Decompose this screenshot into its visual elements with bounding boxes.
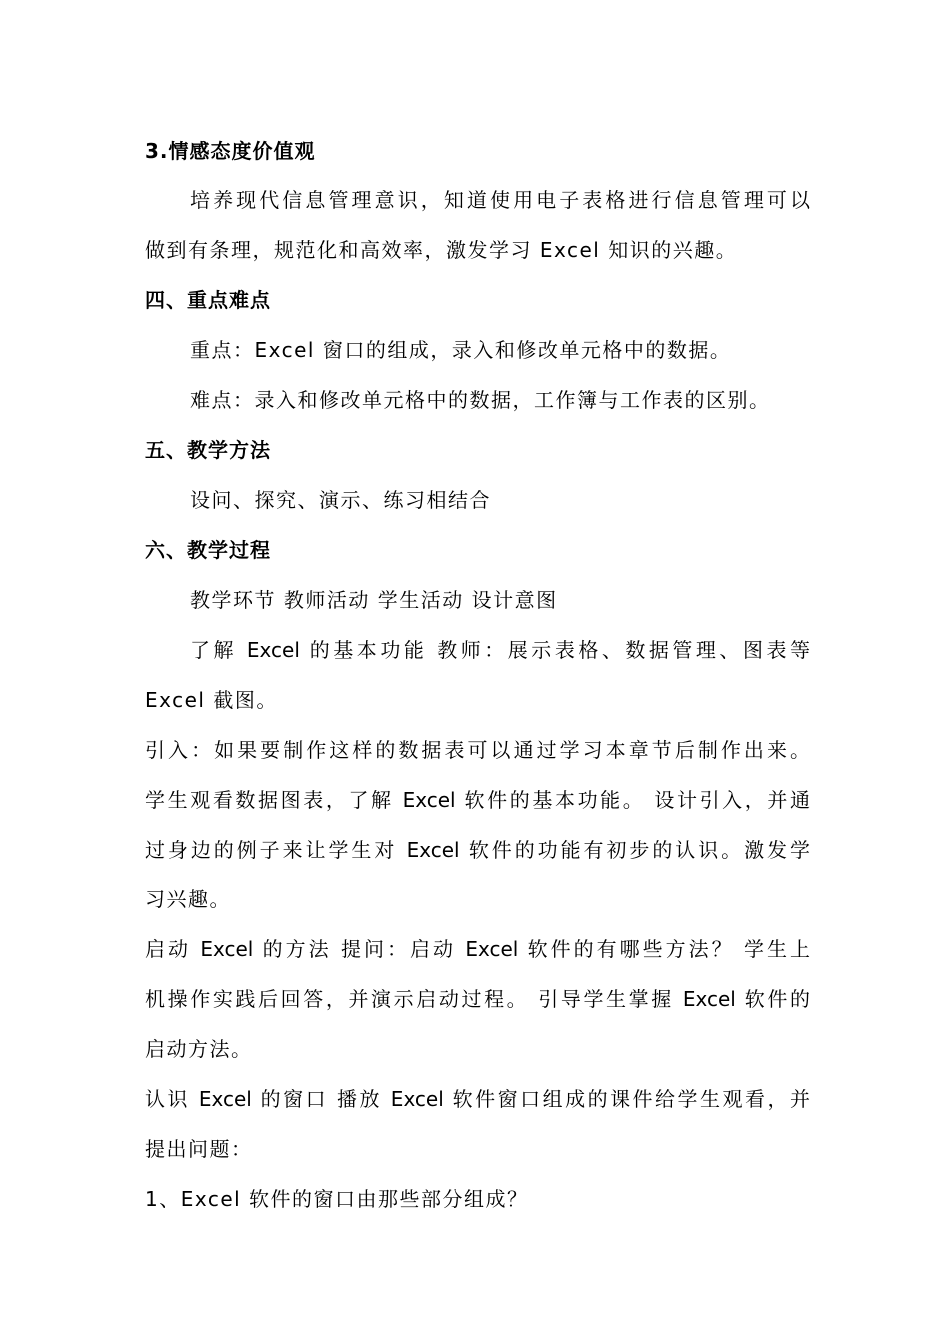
paragraph-line: 培养现代信息管理意识，知道使用电子表格进行信息管理可以: [190, 188, 810, 212]
paragraph-line: 认识 Excel 的窗口 播放 Excel 软件窗口组成的课件给学生观看，并: [145, 1087, 810, 1111]
paragraph-line: Excel 截图。: [145, 688, 278, 712]
paragraph-line: 1、Excel 软件的窗口由那些部分组成？: [145, 1187, 529, 1211]
paragraph-line: 难点：录入和修改单元格中的数据，工作簿与工作表的区别。: [190, 388, 771, 412]
paragraph-line: 学生观看数据图表，了解 Excel 软件的基本功能。 设计引入，并通: [145, 788, 810, 812]
paragraph-line: 设问、探究、演示、练习相结合: [190, 488, 491, 512]
paragraph-line: 习兴趣。: [145, 887, 231, 911]
paragraph-line: 引入：如果要制作这样的数据表可以通过学习本章节后制作出来。: [145, 738, 810, 762]
paragraph-line: 启动 Excel 的方法 提问：启动 Excel 软件的有哪些方法？ 学生上: [145, 937, 810, 961]
section-heading-teaching-process: 六、教学过程: [145, 538, 271, 562]
section-heading-key-difficult-points: 四、重点难点: [145, 288, 271, 312]
paragraph-line: 教学环节 教师活动 学生活动 设计意图: [190, 588, 558, 612]
paragraph-line: 提出问题：: [145, 1137, 253, 1161]
section-heading-teaching-methods: 五、教学方法: [145, 438, 271, 462]
paragraph-line: 重点：Excel 窗口的组成，录入和修改单元格中的数据。: [190, 338, 732, 362]
section-heading-emotion-attitude-values: 3.情感态度价值观: [145, 139, 316, 163]
paragraph-line: 过身边的例子来让学生对 Excel 软件的功能有初步的认识。激发学: [145, 838, 810, 862]
paragraph-line: 了解 Excel 的基本功能 教师：展示表格、数据管理、图表等: [190, 638, 810, 662]
paragraph-line: 启动方法。: [145, 1037, 253, 1061]
paragraph-line: 机操作实践后回答，并演示启动过程。 引导学生掌握 Excel 软件的: [145, 987, 810, 1011]
paragraph-line: 做到有条理，规范化和高效率，激发学习 Excel 知识的兴趣。: [145, 238, 738, 262]
